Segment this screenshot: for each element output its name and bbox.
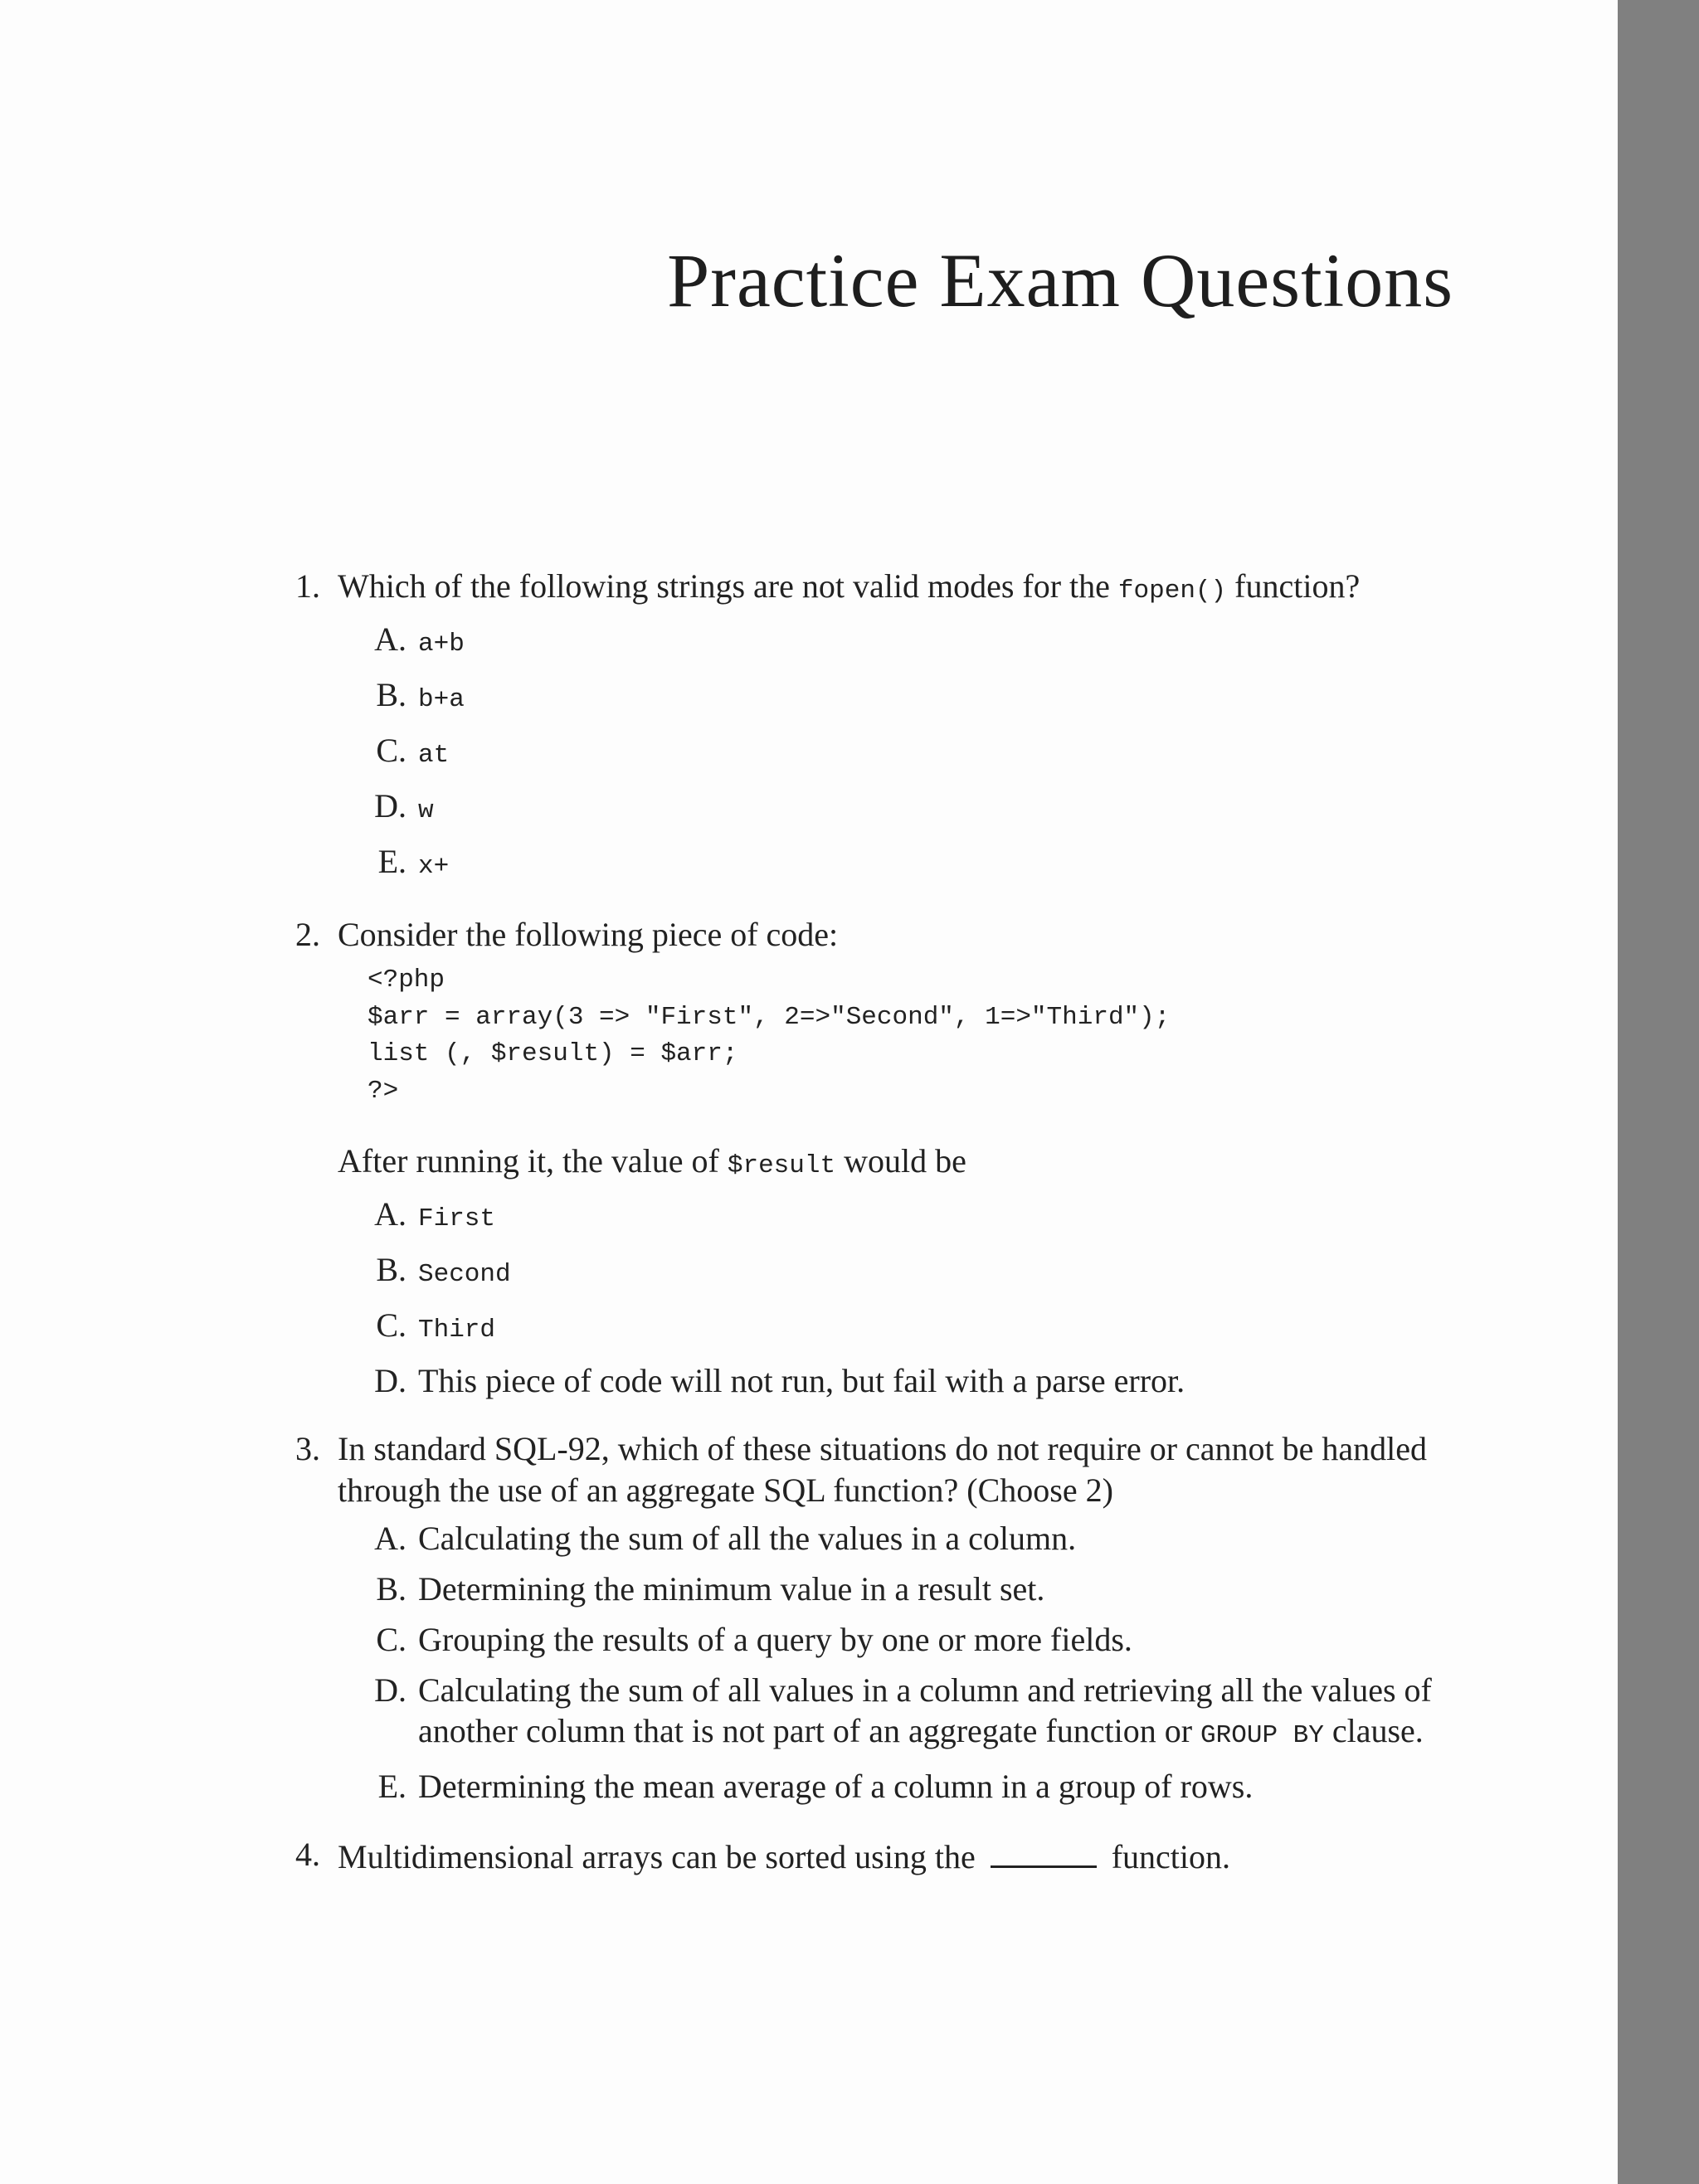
page-edge-bar (1618, 0, 1699, 2184)
option-c (338, 1305, 1460, 1350)
question-number: 3. (295, 1430, 320, 1467)
option-b (338, 1249, 1460, 1295)
code-line: ?> (368, 1076, 399, 1106)
option-letter: B. (376, 676, 406, 713)
option-code: a+b (418, 630, 465, 659)
option-code: at (418, 741, 450, 770)
option-e (338, 841, 1460, 887)
option-letter: C. (376, 1621, 406, 1658)
option-letter: C. (376, 1306, 406, 1344)
option-letter: E. (377, 1768, 406, 1805)
option-b (338, 674, 1460, 720)
option-letter: D. (374, 1362, 406, 1399)
option-a (338, 619, 1460, 664)
question-2 (249, 914, 1460, 1401)
option-code: Second (418, 1260, 511, 1289)
option-c (338, 1619, 1460, 1660)
question-4 (249, 1834, 1460, 1878)
question-list (249, 566, 1460, 1905)
option-letter: D. (374, 1671, 406, 1709)
option-code: First (418, 1204, 496, 1233)
code-block (368, 962, 1460, 1110)
question-text: Consider the following piece of code: (338, 916, 839, 953)
option-letter: E. (377, 843, 406, 880)
inline-code: $result (727, 1151, 836, 1180)
option-text-end: clause. (1323, 1712, 1424, 1749)
fill-in-blank (991, 1834, 1097, 1868)
question-text: Multidimensional arrays can be sorted using the function. (338, 1834, 1460, 1878)
option-text: Calculating the sum of all values in a column and retrieving all the values of another column that is not part of an aggregate function or (418, 1671, 1432, 1749)
question-1 (249, 566, 1460, 887)
option-code: b+a (418, 685, 465, 714)
option-a (338, 1194, 1460, 1239)
answer-options (338, 619, 1460, 887)
inline-code: fopen() (1117, 576, 1227, 606)
code-line: list (, $result) = $arr; (368, 1039, 738, 1068)
code-line: <?php (368, 966, 445, 995)
option-text: This piece of code will not run, but fail with a parse error. (418, 1362, 1185, 1399)
option-code: x+ (418, 852, 450, 881)
question-text: In standard SQL-92, which of these situations do not require or cannot be handled through the use of an aggregate SQL function? (Choose 2) (338, 1430, 1428, 1509)
option-letter: A. (374, 1195, 406, 1233)
option-e (338, 1766, 1460, 1807)
option-code: Third (418, 1316, 496, 1345)
option-b (338, 1569, 1460, 1609)
option-d (338, 1670, 1460, 1756)
question-number: 4. (295, 1836, 320, 1873)
option-text: Grouping the results of a query by one or more fields. (418, 1621, 1132, 1658)
option-d (338, 786, 1460, 831)
question-3 (249, 1428, 1460, 1807)
option-letter: D. (374, 787, 406, 824)
page-title: Practice Exam Questions (667, 238, 1453, 323)
answer-options (338, 1194, 1460, 1401)
option-code: w (418, 796, 434, 825)
question-number: 2. (295, 916, 320, 953)
option-letter: A. (374, 1520, 406, 1557)
option-letter: B. (376, 1570, 406, 1608)
option-letter: C. (376, 732, 406, 769)
option-letter: A. (374, 620, 406, 658)
answer-options (338, 1518, 1460, 1807)
option-text: Determining the minimum value in a result set. (418, 1570, 1045, 1608)
inline-code: GROUP BY (1200, 1721, 1324, 1750)
option-d (338, 1360, 1460, 1401)
option-text: Calculating the sum of all the values in a column. (418, 1520, 1077, 1557)
option-a (338, 1518, 1460, 1559)
question-number: 1. (295, 567, 320, 605)
option-letter: B. (376, 1251, 406, 1288)
option-c (338, 730, 1460, 776)
code-line: $arr = array(3 => "First", 2=>"Second", 1=>"Third"); (368, 1002, 1171, 1032)
option-text: Determining the mean average of a column in a group of rows. (418, 1768, 1254, 1805)
question-text: Which of the following strings are not valid modes for the fopen() function? (338, 567, 1361, 606)
question-followup-text: After running it, the value of $result would be (338, 1142, 966, 1180)
